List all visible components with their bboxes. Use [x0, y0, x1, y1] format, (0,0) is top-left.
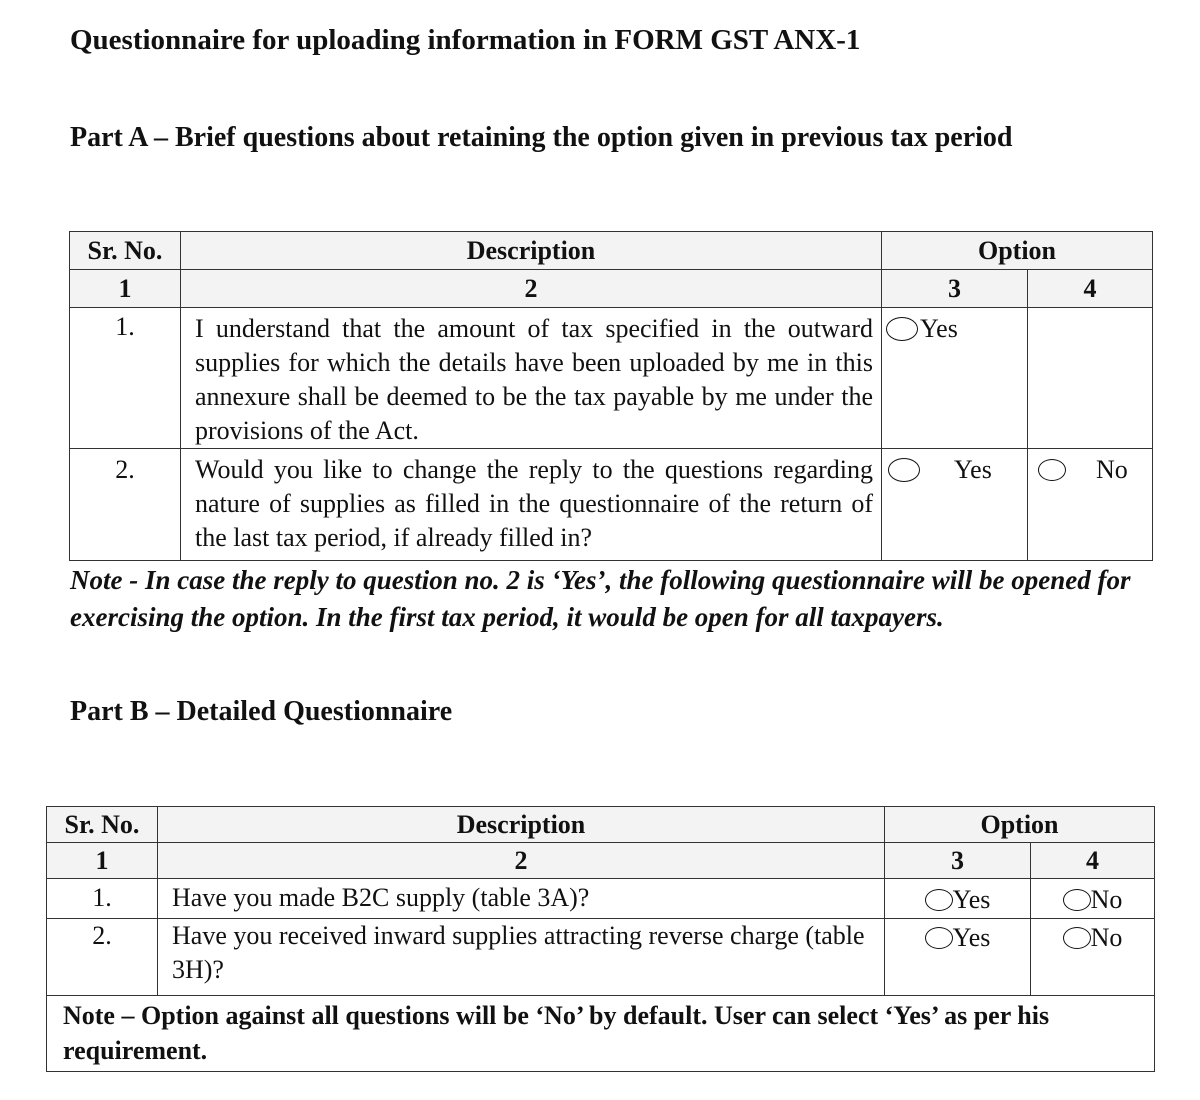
- radio-icon[interactable]: [1063, 927, 1091, 949]
- row-option-yes-cell: [885, 879, 1031, 919]
- row-option-no-cell: [1031, 879, 1155, 919]
- header-option: Option: [885, 807, 1155, 843]
- option-yes[interactable]: [885, 923, 1030, 953]
- table-row: [70, 449, 1153, 561]
- option-no[interactable]: [1028, 455, 1152, 485]
- row-description: Would you like to change the reply to the questions regarding nature of supplies as filled in the questionnaire of the return of the last tax period, if already filled in?: [181, 449, 882, 561]
- header-srno: Sr. No.: [47, 807, 158, 843]
- col-number-1: 1: [47, 843, 158, 879]
- part-b-heading: Part B – Detailed Questionnaire: [70, 696, 453, 727]
- row-srno: 2.: [70, 449, 181, 561]
- option-no-label: No: [1090, 885, 1123, 914]
- radio-icon[interactable]: [886, 317, 918, 341]
- row-option-yes-cell: [882, 449, 1028, 561]
- part-a-heading: Part A – Brief questions about retaining the option given in previous tax period: [70, 122, 1013, 153]
- col-number-4: 4: [1028, 270, 1153, 308]
- table-header-row: [47, 807, 1155, 843]
- note-row: [47, 996, 1155, 1072]
- header-option: Option: [882, 232, 1153, 270]
- table-row: [47, 919, 1155, 996]
- col-number-3: 3: [882, 270, 1028, 308]
- col-number-4: 4: [1031, 843, 1155, 879]
- row-option-no-cell: [1031, 919, 1155, 996]
- header-description: Description: [181, 232, 882, 270]
- option-no-label: No: [1090, 923, 1123, 952]
- part-b-note: Note – Option against all questions will be ‘No’ by default. User can select ‘Yes’ as per his requirement.: [47, 996, 1155, 1072]
- row-description: Have you received inward supplies attracting reverse charge (table 3H)?: [158, 919, 885, 996]
- page-title: Questionnaire for uploading information in FORM GST ANX-1: [70, 24, 861, 56]
- row-option-yes-cell: [882, 308, 1028, 449]
- column-number-row: [47, 843, 1155, 879]
- radio-icon[interactable]: [925, 927, 953, 949]
- header-srno: Sr. No.: [70, 232, 181, 270]
- col-number-3: 3: [885, 843, 1031, 879]
- row-option-yes-cell: [885, 919, 1031, 996]
- option-yes-label: Yes: [952, 885, 991, 914]
- header-description: Description: [158, 807, 885, 843]
- option-yes-label: Yes: [920, 314, 958, 343]
- column-number-row: [70, 270, 1153, 308]
- row-srno: 2.: [47, 919, 158, 996]
- option-yes-label: Yes: [954, 455, 992, 484]
- option-no[interactable]: [1031, 885, 1154, 915]
- row-option-empty-cell: [1028, 308, 1153, 449]
- col-number-1: 1: [70, 270, 181, 308]
- table-row: [70, 308, 1153, 449]
- row-srno: 1.: [47, 879, 158, 919]
- option-yes-label: Yes: [952, 923, 991, 952]
- table-header-row: [70, 232, 1153, 270]
- option-no[interactable]: [1031, 923, 1154, 953]
- option-no-label: No: [1096, 455, 1128, 484]
- part-a-note: Note - In case the reply to question no. 2 is ‘Yes’, the following questionnaire will be opened for exercising the option. In the first tax period, it would be open for all taxpayers.: [70, 565, 1131, 632]
- radio-icon[interactable]: [925, 889, 953, 911]
- col-number-2: 2: [181, 270, 882, 308]
- radio-icon[interactable]: [1038, 459, 1066, 481]
- radio-icon[interactable]: [888, 458, 920, 482]
- option-yes[interactable]: [885, 885, 1030, 915]
- part-a-table: [69, 231, 1153, 561]
- table-row: [47, 879, 1155, 919]
- row-description: I understand that the amount of tax specified in the outward supplies for which the details have been uploaded by me in this annexure shall be deemed to be the tax payable by me under the provisions of the Act.: [181, 308, 882, 449]
- row-description: Have you made B2C supply (table 3A)?: [158, 879, 885, 919]
- option-yes[interactable]: [882, 314, 1027, 344]
- row-srno: 1.: [70, 308, 181, 449]
- option-yes[interactable]: [882, 455, 1027, 485]
- col-number-2: 2: [158, 843, 885, 879]
- row-option-no-cell: [1028, 449, 1153, 561]
- part-b-table: [46, 806, 1155, 1072]
- radio-icon[interactable]: [1063, 889, 1091, 911]
